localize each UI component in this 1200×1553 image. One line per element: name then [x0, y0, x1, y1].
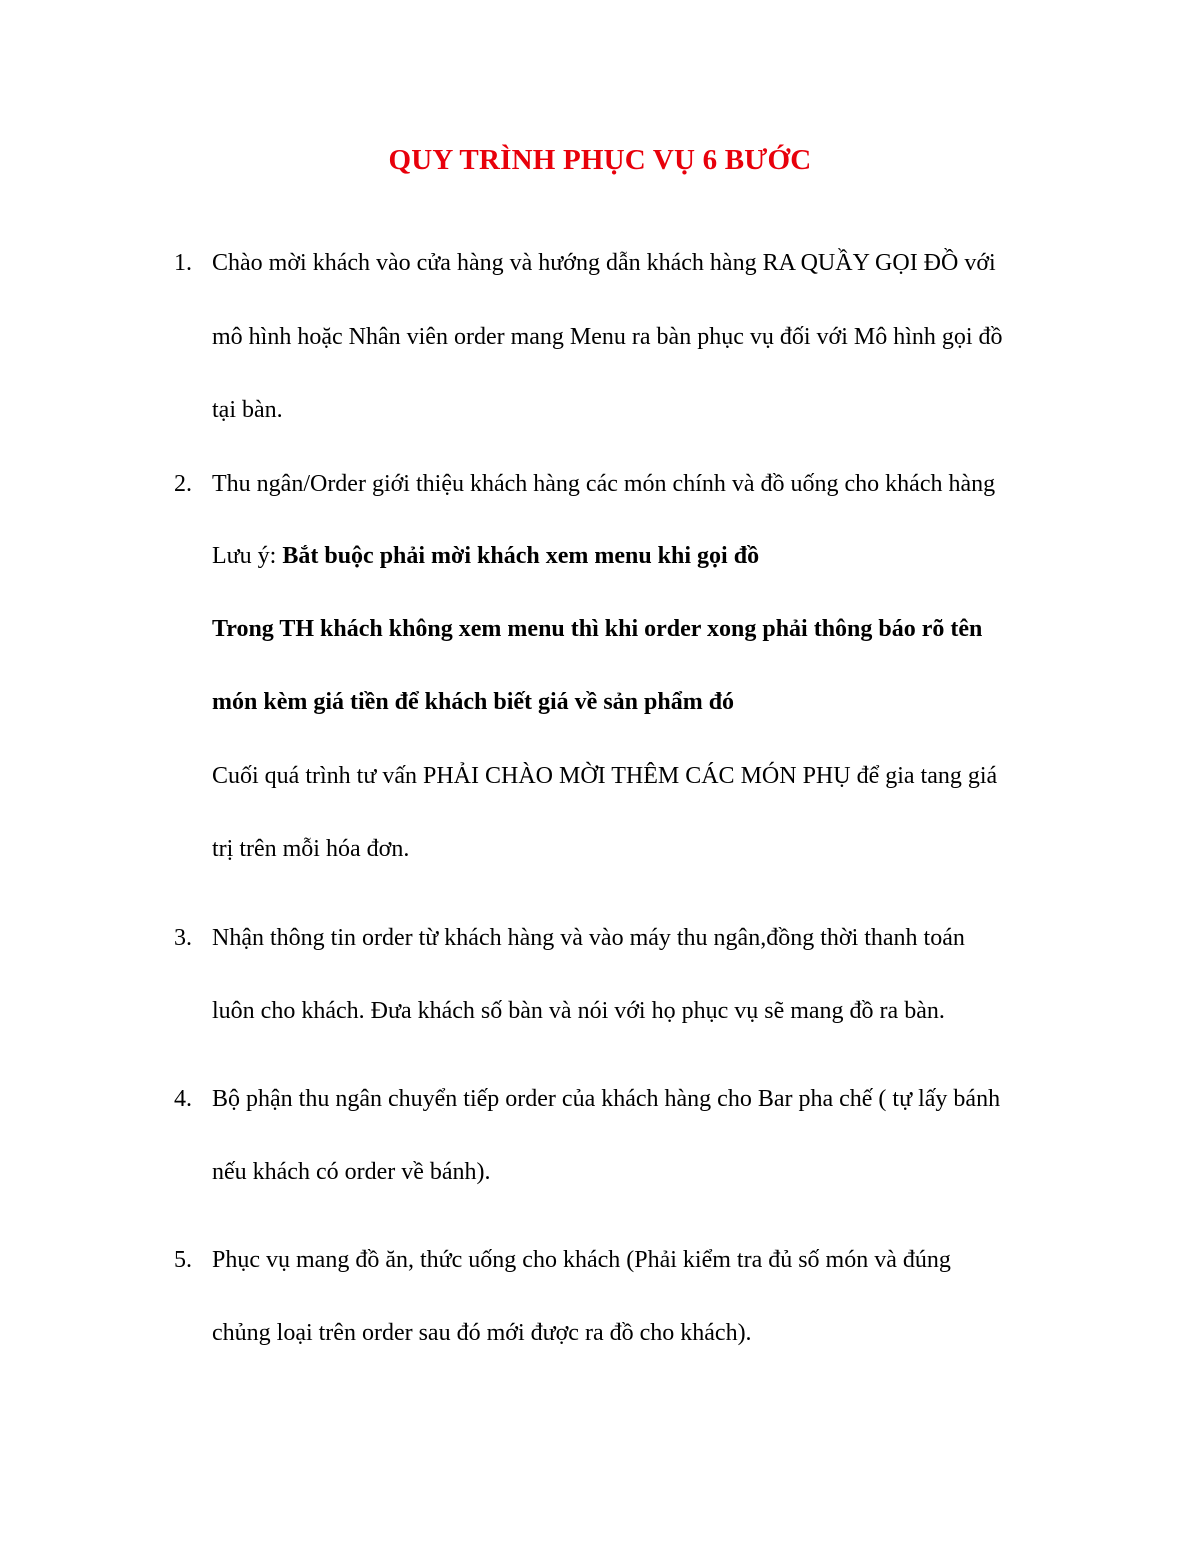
step-2-note-line-1: Trong TH khách không xem menu thì khi order xong phải thông báo rõ tên	[212, 616, 983, 642]
document-title: QUY TRÌNH PHỤC VỤ 6 BƯỚC	[388, 144, 812, 176]
step-4-number: 4.	[174, 1086, 192, 1112]
step-1-line-3: tại bàn.	[212, 397, 283, 423]
step-2-extra-line-2: trị trên mỗi hóa đơn.	[212, 836, 410, 862]
step-5-line-2: chủng loại trên order sau đó mới được ra đồ cho khách).	[212, 1320, 752, 1346]
step-2-number: 2.	[174, 471, 192, 497]
step-3-line-1: Nhận thông tin order từ khách hàng và vào máy thu ngân,đồng thời thanh toán	[212, 925, 965, 951]
step-5-number: 5.	[174, 1247, 192, 1273]
step-5-line-1: Phục vụ mang đồ ăn, thức uống cho khách (Phải kiểm tra đủ số món và đúng	[212, 1247, 951, 1273]
step-2-note-label: Lưu ý:	[212, 543, 283, 569]
step-2-note-text: Bắt buộc phải mời khách xem menu khi gọi đồ	[282, 543, 760, 569]
step-1-line-1: Chào mời khách vào cửa hàng và hướng dẫn khách hàng RA QUẦY GỌI ĐỒ với	[212, 250, 996, 276]
step-1-number: 1.	[174, 250, 192, 276]
step-4-line-2: nếu khách có order về bánh).	[212, 1159, 491, 1185]
step-2-note-line-2: món kèm giá tiền để khách biết giá về sản phẩm đó	[212, 689, 735, 715]
step-2-extra-line-1: Cuối quá trình tư vấn PHẢI CHÀO MỜI THÊM CÁC MÓN PHỤ để gia tang giá	[212, 763, 998, 789]
step-4-line-1: Bộ phận thu ngân chuyển tiếp order của khách hàng cho Bar pha chế ( tự lấy bánh	[212, 1086, 1001, 1112]
step-2-line-1: Thu ngân/Order giới thiệu khách hàng các món chính và đồ uống cho khách hàng	[212, 471, 996, 497]
step-3-line-2: luôn cho khách. Đưa khách số bàn và nói với họ phục vụ sẽ mang đồ ra bàn.	[212, 998, 945, 1024]
step-2-note	[212, 538, 759, 574]
step-3-number: 3.	[174, 925, 192, 951]
step-1-line-2: mô hình hoặc Nhân viên order mang Menu ra bàn phục vụ đối với Mô hình gọi đồ	[212, 324, 1003, 350]
